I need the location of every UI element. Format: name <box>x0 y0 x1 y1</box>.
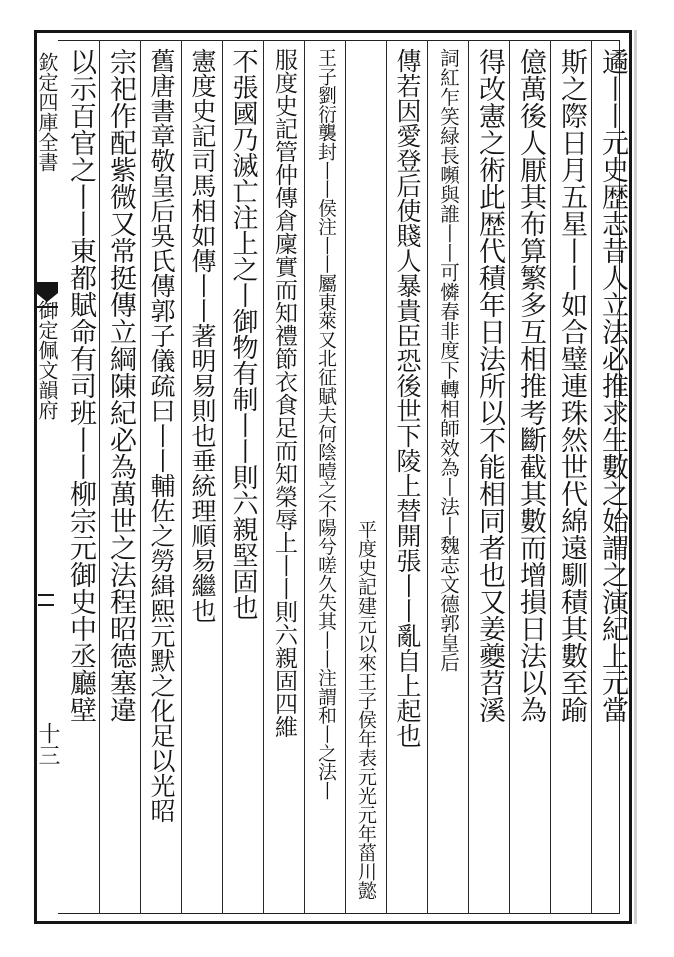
text-column-8: 王子劉衍襲封丨丨侯注丨丨屬東萊又北征賦夫何陰曀之不陽兮嗟久失其丨丨注謂和丨之法丨 <box>315 48 336 800</box>
volume-title: 御定佩文韻府 <box>35 300 59 420</box>
text-column-4: 得改憲之術此歴代積年日法所以不能相同者也又姜夔苕溪 <box>474 48 505 723</box>
page-edge <box>634 30 637 924</box>
text-column-1: 遹丨丨元史歴志昔人立法必推求生數之始謂之演紀上元當 <box>597 48 628 723</box>
text-column-2: 斯之際日月五星丨丨如合璧連珠然世代綿遠馴積其數至踰 <box>556 48 587 723</box>
text-column-13: 宗祀作配紫微又常挺傳立綱陳紀必為萬世之法程昭德塞違 <box>105 48 136 723</box>
text-column-9: 服度史記管仲傳倉廩實而知禮節衣食足而知榮辱上丨丨則六親固四維 <box>271 48 297 738</box>
text-column-5: 詞紅乍笑緑長嚬與誰丨丨可憐春非度下轉相師效為丨法丨魏志文德郭皇后 <box>437 48 460 672</box>
text-column-7: 平度史記建元以來王子侯年表元光元年菑川懿 <box>355 520 377 900</box>
page-number: 十三 <box>35 722 60 766</box>
text-column-14: 以示百官之丨丨東都賦命有司班丨丨柳宗元御史中丞廳壁 <box>65 48 96 723</box>
text-column-11: 憲度史記司馬相如傳丨丨著明易則也垂統理順易繼也 <box>188 48 217 623</box>
text-column-3: 億萬後人厭其布算繁多互相推考斷截其數而增損日法以為 <box>515 48 546 723</box>
text-column-12: 舊唐書章敬皇后吳氏傳郭子儀疏曰丨丨輔佐之勞緝熙元默之化足以光昭 <box>147 48 176 823</box>
text-column-6: 傳若因愛登后使賤人暴貴臣恐後世下陵上替開張丨丨亂自上起也 <box>393 48 422 748</box>
book-title: 欽定四庫全書 <box>35 52 59 172</box>
margin-dash-icon <box>38 594 54 596</box>
margin-dash-icon <box>38 604 54 606</box>
text-column-10: 不張國乃滅亡注上之丨御物有制丨丨則六親堅固也 <box>228 48 258 620</box>
